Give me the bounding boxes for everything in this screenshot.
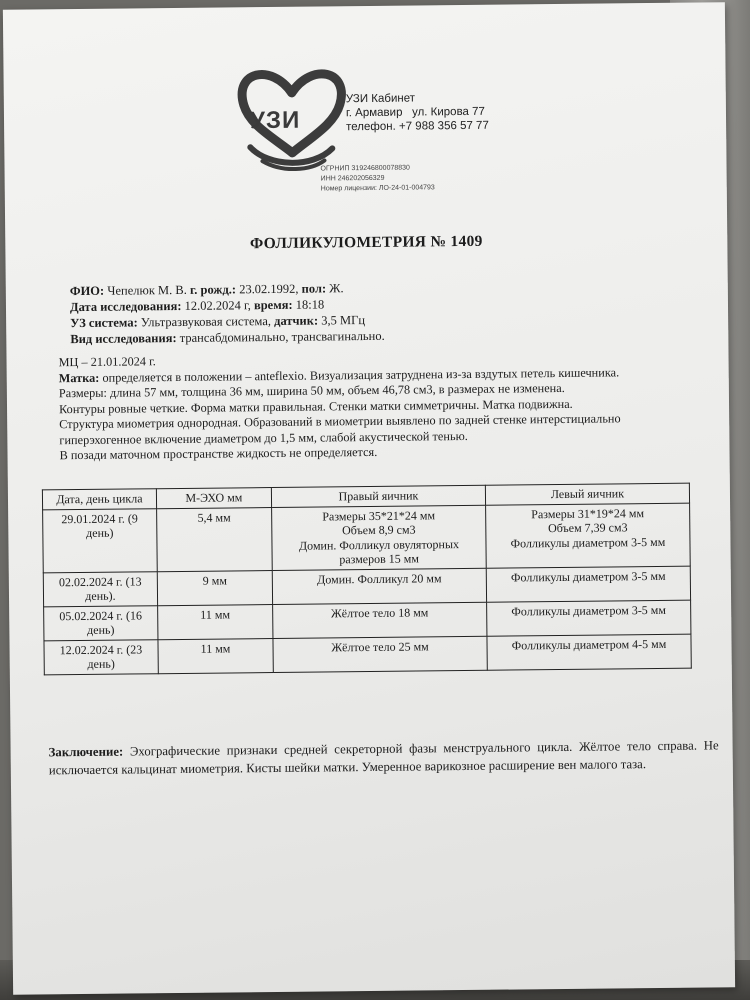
sex-label: пол: (301, 281, 327, 296)
cell-date: 02.02.2024 г. (13 день). (43, 571, 157, 606)
exam-date: 12.02.2024 г, (184, 298, 251, 313)
type-label: Вид исследования: (70, 331, 177, 347)
conclusion-text: Эхографические признаки средней секреторной фазы менструального цикла. Жёлтое тело справа. Не исключается кальцинат миометрия. Кисты шейки матки. Умеренное варикозное расширение вен малого таза. (48, 738, 719, 777)
exam-type-line (70, 328, 385, 347)
clinic-address (346, 105, 489, 120)
findings-line-1: определяется в положении – anteflexio. Визуализация затруднена из-за вздутых петель кишечника. (102, 364, 620, 385)
header-right-ovary: Правый яичник (271, 485, 485, 507)
findings-line-6: В позади маточном пространстве жидкость не определяется. (59, 444, 378, 463)
clinic-street: ул. Кирова 77 (411, 105, 485, 119)
header-mecho: М-ЭХО мм (156, 488, 271, 509)
time-label: время: (253, 297, 293, 313)
cell-mecho: 11 мм (157, 604, 273, 639)
findings (58, 349, 699, 464)
menstrual-cycle-date: МЦ – 21.01.2024 г. (58, 354, 156, 370)
cell-line: Размеры 31*19*24 мм (531, 505, 645, 521)
patient-sex: Ж. (329, 281, 344, 296)
patient-info (70, 280, 385, 347)
folliculometry-table (42, 483, 692, 675)
cell-right-ovary: Домин. Фолликул 20 мм (272, 568, 486, 604)
cell-left-ovary: Фолликулы диаметром 3-5 мм (486, 566, 690, 602)
cell-line: Объем 8,9 см3 (341, 522, 416, 538)
cell-right-ovary: Жёлтое тело 18 мм (273, 602, 487, 638)
exam-type: трансабдоминально, трансвагинально. (179, 328, 385, 345)
document-title: ФОЛЛИКУЛОМЕТРИЯ № 1409 (249, 232, 483, 253)
license-number: Номер лицензии: ЛО-24-01-004793 (320, 184, 435, 193)
cell-date: 29.01.2024 г. (9 день) (43, 508, 157, 572)
table-row (43, 503, 691, 573)
cell-right-ovary: Жёлтое тело 25 мм (273, 636, 487, 672)
patient-dob: 23.02.1992, (239, 281, 299, 297)
fio-label: ФИО: (69, 283, 105, 299)
clinic-city: г. Армавир (345, 106, 403, 120)
cell-left-ovary: Фолликулы диаметром 4-5 мм (487, 634, 691, 670)
system-label: УЗ система: (70, 315, 138, 331)
registration-info (320, 163, 434, 194)
findings-line-3: Контуры ровные четкие. Форма матки правильная. Стенки матки симметричны. Матка подвижна. (58, 396, 573, 416)
ogrnip: ОГРНИП 319246800078830 (320, 164, 410, 173)
cell-date: 05.02.2024 г. (16 день) (44, 605, 158, 640)
system-value: Ультразвуковая система, (140, 314, 272, 330)
logo-text: УЗИ (249, 106, 301, 135)
findings-line-4: Структура миометрия однородная. Образований в миометрии выявлено по задней стенке интерстициально (59, 411, 621, 432)
cell-line: Домин. Фолликул овуляторных размеров 15 мм (298, 536, 460, 567)
document-sheet (3, 2, 735, 995)
cell-mecho: 9 мм (157, 570, 273, 605)
cell-mecho: 5,4 мм (156, 507, 272, 571)
patient-line (70, 280, 385, 299)
inn: ИНН 246202056329 (320, 174, 385, 183)
cell-line: Фолликулы диаметром 3-5 мм (510, 534, 666, 551)
dob-label: г. рожд.: (189, 282, 237, 297)
cell-line: Объем 7,39 см3 (547, 520, 628, 536)
cell-date: 12.02.2024 г. (23 день) (44, 639, 158, 674)
clinic-phone: телефон. +7 988 356 57 77 (346, 119, 489, 134)
uterus-label: Матка: (58, 370, 100, 385)
probe-value: 3,5 МГц (321, 313, 366, 328)
exam-time: 18:18 (295, 297, 325, 312)
cell-line: Размеры 35*21*24 мм (322, 507, 436, 523)
patient-name: Чепелюк М. В. (107, 282, 187, 298)
cell-left-ovary: Фолликулы диаметром 3-5 мм (487, 600, 691, 636)
clinic-header (346, 91, 489, 134)
probe-label: датчик: (274, 313, 319, 328)
header-left-ovary: Левый яичник (485, 483, 689, 505)
conclusion (49, 737, 719, 779)
clinic-name: УЗИ Кабинет (345, 92, 416, 106)
findings-line-2: Размеры: длина 57 мм, толщина 36 мм, ширина 50 мм, объем 46,78 см3, в размерах не изменена. (58, 380, 565, 401)
findings-line-5: гиперэхогенное включение диаметром до 1,5 мм, слабой акустической тенью. (59, 428, 468, 447)
header-date: Дата, день цикла (42, 489, 156, 510)
cell-right-ovary (272, 505, 487, 570)
date-label: Дата исследования: (69, 298, 182, 315)
conclusion-label: Заключение: (48, 744, 124, 760)
cell-mecho: 11 мм (158, 638, 274, 673)
cell-left-ovary (486, 503, 691, 568)
table-row (44, 634, 691, 675)
